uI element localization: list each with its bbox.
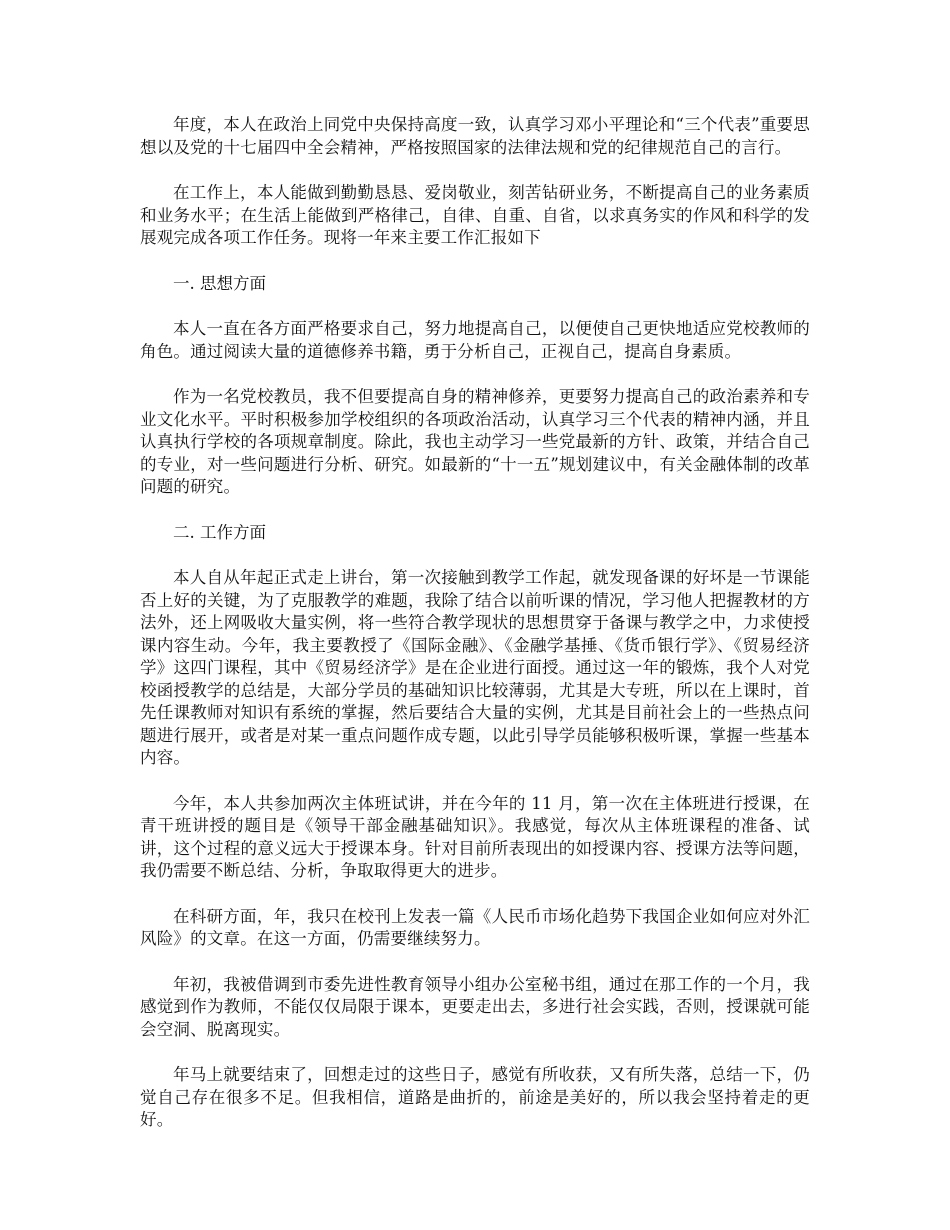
- section-heading-thought: 一. 思想方面: [173, 273, 266, 293]
- paragraph-trial-lectures: 今年，本人共参加两次主体班试讲，并在今年的 11 月，第一次在主体班进行授课，在青干班讲授的题目是《领导干部金融基础知识》。我感觉，每次从主体班课程的准备、试讲，这个过程的意义远大于授课本身。针对目前所表现出的如授课内容、授课方法等问题，我仍需要不断总结、分析，争取取得更大的进步。: [140, 793, 810, 880]
- section-heading-work: 二. 工作方面: [173, 522, 266, 542]
- paragraph-political-study: 作为一名党校教员，我不但要提高自身的精神修养，更要努力提高自己的政治素养和专业文化水平。平时积极参加学校组织的各项政治活动，认真学习三个代表的精神内涵，并且认真执行学校的各项规章制度。除此，我也主动学习一些党最新的方针、政策，并结合自己的专业，对一些问题进行分析、研究。如最新的“十一五”规划建议中，有关金融体制的改革问题的研究。: [140, 387, 810, 496]
- document-body: [140, 114, 810, 1155]
- paragraph-work-attitude: 在工作上，本人能做到勤勤恳恳、爱岗敬业，刻苦钻研业务，不断提高自己的业务素质和业务水平；在生活上能做到严格律己，自律、自重、自省，以求真务实的作风和科学的发展观完成各项工作任务。现将一年来主要工作汇报如下: [140, 183, 810, 247]
- paragraph-political-stance: 年度，本人在政治上同党中央保持高度一致，认真学习邓小平理论和“三个代表”重要思想以及党的十七届四中全会精神，严格按照国家的法律法规和党的纪律规范自己的言行。: [140, 115, 810, 157]
- paragraph-secondment: 年初，我被借调到市委先进性教育领导小组办公室秘书组，通过在那工作的一个月，我感觉到作为教师，不能仅仅局限于课本，更要走出去，多进行社会实践，否则，授课就可能会空洞、脱离现实。: [140, 974, 810, 1039]
- paragraph-research: 在科研方面，年，我只在校刊上发表一篇《人民币市场化趋势下我国企业如何应对外汇风险》的文章。在这一方面，仍需要继续努力。: [140, 906, 810, 948]
- paragraph-self-requirement: 本人一直在各方面严格要求自己，努力地提高自己，以便使自己更快地适应党校教师的角色。通过阅读大量的道德修养书籍，勇于分析自己，正视自己，提高自身素质。: [140, 319, 810, 361]
- paragraph-conclusion: 年马上就要结束了，回想走过的这些日子，感觉有所收获，又有所失落，总结一下，仍觉自己存在很多不足。但我相信，道路是曲折的，前途是美好的，所以我会坚持着走的更好。: [140, 1065, 810, 1129]
- paragraph-teaching: 本人自从年起正式走上讲台，第一次接触到教学工作起，就发现备课的好坏是一节课能否上好的关键，为了克服教学的难题，我除了结合以前听课的情况，学习他人把握教材的方法外，还上网吸收大量实例，将一些符合教学现状的思想贯穿于备课与教学之中，力求使授课内容生动。今年，我主要教授了《国际金融》、《金融学基捶、《货币银行学》、《贸易经济学》这四门课程，其中《贸易经济学》是在企业进行面授。通过这一年的锻炼，我个人对党校函授教学的总结是，大部分学员的基础知识比较薄弱，尤其是大专班，所以在上课时，首先任课教师对知识有系统的掌握，然后要结合大量的实例，尤其是目前社会上的一些热点问题进行展开，或者是对某一重点问题作成专题，以此引导学员能够积极听课，掌握一些基本内容。: [140, 568, 810, 767]
